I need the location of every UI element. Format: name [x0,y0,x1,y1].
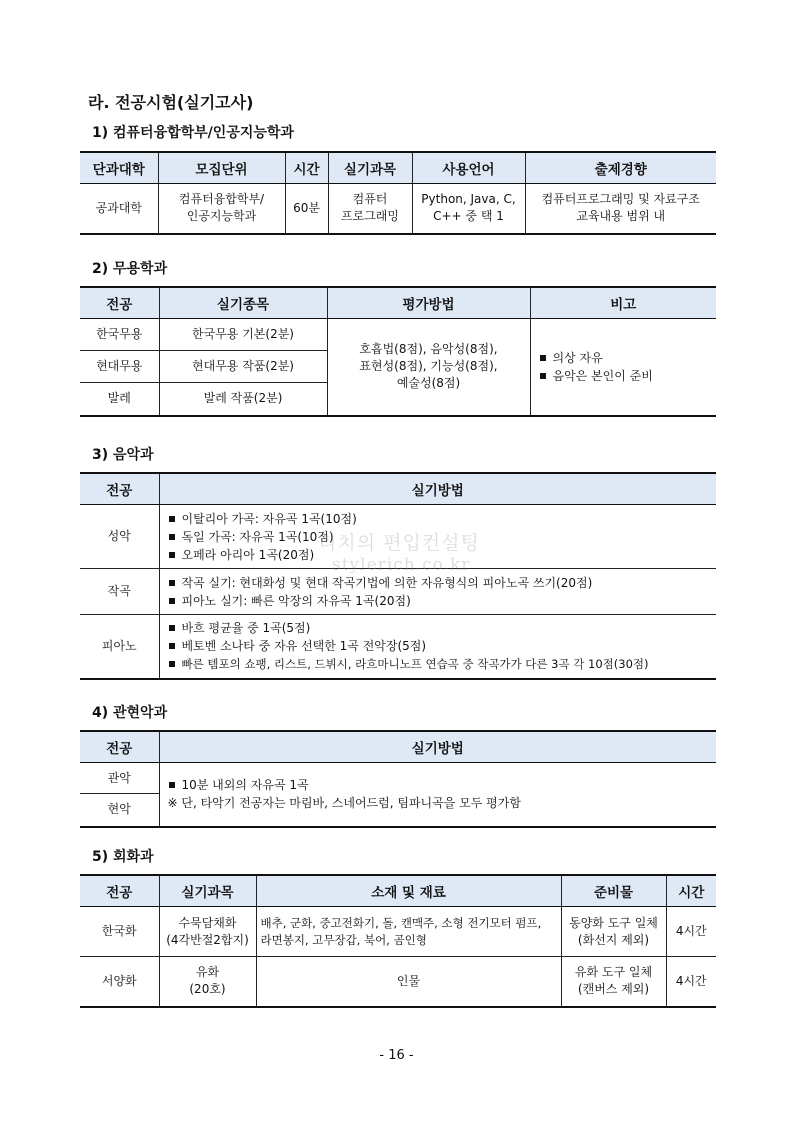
header-method: 실기방법 [159,473,716,505]
table-row [80,319,716,351]
cell-major: 관악 [80,763,159,794]
header-eval: 평가방법 [327,287,530,319]
subsection-title-computer: 1) 컴퓨터융합학부/인공지능학과 [92,125,294,141]
trend-line: 컴퓨터프로그래밍 및 자료구조 [541,192,700,207]
header-college: 단과대학 [80,152,158,184]
watermark-line: stylerich.co.kr [332,555,471,575]
header-prep: 준비물 [561,875,666,907]
list-item: 피아노 실기: 빠른 악장의 자유곡 1곡(20점) [168,592,713,610]
cell-college: 공과대학 [80,184,158,234]
cell-notes [530,319,716,416]
subject-line: 수묵담채화 [178,915,237,930]
cell-subject [159,957,256,1007]
header-material: 소재 및 재료 [256,875,561,907]
list-item: 베토벤 소나타 중 자유 선택한 1곡 전악장(5점) [168,637,713,655]
list-item: 이탈리아 가곡: 자유곡 1곡(10점) [168,510,713,528]
subsection-title-music: 3) 음악과 [92,447,154,463]
material-line: 배추, 군화, 중고전화기, 돌, 캔맥주, 소형 전기모터 펌프, [260,915,542,930]
cell-material [256,907,561,957]
table-header-row [80,287,716,319]
unit-line: 인공지능학과 [186,209,257,224]
table-header-row [80,875,716,907]
cell-language [412,184,525,234]
table-row [80,907,716,957]
header-note: 비고 [530,287,716,319]
cell-item: 현대무용 작품(2분) [159,351,327,383]
subsection-title-orchestra: 4) 관현악과 [92,705,168,721]
list-item: 10분 내외의 자유곡 1곡 [168,776,713,794]
subsection-title-dance: 2) 무용학과 [92,261,168,277]
subject-line: (20호) [189,982,226,997]
list-item: 음악은 본인이 준비 [539,367,713,385]
subject-line: (4각반절2합지) [166,932,249,947]
method-list [168,776,713,794]
material-line: 인물 [396,973,421,988]
prep-line: 유화 도구 일체 [574,965,653,980]
cell-prep [561,957,666,1007]
cell-eval [327,319,530,416]
section-heading: 라. 전공시험(실기고사) [88,93,254,112]
cell-method [159,615,716,679]
cell-item: 한국무용 기본(2분) [159,319,327,351]
cell-trend [525,184,716,234]
watermark [318,532,480,576]
eval-line: 예술성(8점) [396,376,461,391]
header-unit: 모집단위 [158,152,285,184]
cell-major: 한국무용 [80,319,159,351]
trend-line: 교육내용 범위 내 [576,209,666,224]
subsection-title-painting: 5) 회화과 [92,849,154,865]
painting-exam-table [80,874,716,1008]
prep-line: 동양화 도구 일체 [569,915,658,930]
page-number: - 16 - [379,1048,414,1063]
list-item: 작곡 실기: 현대화성 및 현대 작곡기법에 의한 자유형식의 피아노곡 쓰기(20점) [168,574,713,592]
cell-unit [158,184,285,234]
cell-subject [328,184,412,234]
method-list [168,574,713,610]
material-line: 라면봉지, 고무장갑, 북어, 곰인형 [260,932,427,947]
watermark-line: 리치의 편입컨설팅 [318,532,480,554]
eval-line: 호흡법(8점), 음악성(8점), [359,342,498,357]
subject-line: 컴퓨터 [352,192,388,207]
header-time: 시간 [666,875,716,907]
table-row [80,615,716,679]
prep-line: (캔버스 제외) [577,982,650,997]
dance-exam-table [80,286,716,417]
eval-line: 표현성(8점), 기능성(8점), [359,359,498,374]
header-major: 전공 [80,473,159,505]
header-method: 실기방법 [159,731,716,763]
subject-line: 유화 [195,965,220,980]
list-item: 독일 가곡: 자유곡 1곡(10점) [168,528,713,546]
cell-major: 발레 [80,383,159,416]
method-list [168,619,713,673]
header-trend: 출제경향 [525,152,716,184]
unit-line: 컴퓨터융합학부/ [178,192,265,207]
cell-time: 4시간 [666,907,716,957]
table-row [80,763,716,794]
cell-method [159,763,716,827]
cell-major: 한국화 [80,907,159,957]
table-header-row [80,473,716,505]
cell-major: 작곡 [80,569,159,615]
header-subject: 실기과목 [159,875,256,907]
notes-list [539,349,713,385]
list-item: 빠른 템포의 쇼팽, 리스트, 드뷔시, 라흐마니노프 연습곡 중 작곡가가 다른 3곡 각 10점(30점) [168,655,713,673]
header-item: 실기종목 [159,287,327,319]
header-major: 전공 [80,287,159,319]
language-line: C++ 중 택 1 [433,209,504,224]
list-item: 오페라 아리아 1곡(20점) [168,546,713,564]
orchestra-exam-table [80,730,716,828]
cell-major: 피아노 [80,615,159,679]
header-major: 전공 [80,731,159,763]
table-header-row [80,152,716,184]
cell-major: 현대무용 [80,351,159,383]
cell-subject [159,907,256,957]
list-item: 의상 자유 [539,349,713,367]
header-language: 사용언어 [412,152,525,184]
cell-time: 4시간 [666,957,716,1007]
table-row [80,184,716,234]
cell-material [256,957,561,1007]
cell-major: 서양화 [80,957,159,1007]
cell-time: 60분 [285,184,328,234]
header-major: 전공 [80,875,159,907]
header-time: 시간 [285,152,328,184]
table-header-row [80,731,716,763]
cell-item: 발레 작품(2분) [159,383,327,416]
subject-line: 프로그래밍 [341,209,399,224]
cell-prep [561,907,666,957]
cell-major: 성악 [80,505,159,569]
language-line: Python, Java, C, [421,192,516,207]
header-subject: 실기과목 [328,152,412,184]
method-note: ※ 단, 타악기 전공자는 마림바, 스네어드럼, 팀파니곡을 모두 평가함 [167,796,521,811]
table-row [80,957,716,1007]
cell-major: 현악 [80,794,159,827]
computer-exam-table [80,151,716,235]
prep-line: (화선지 제외) [577,932,650,947]
list-item: 바흐 평균율 중 1곡(5점) [168,619,713,637]
